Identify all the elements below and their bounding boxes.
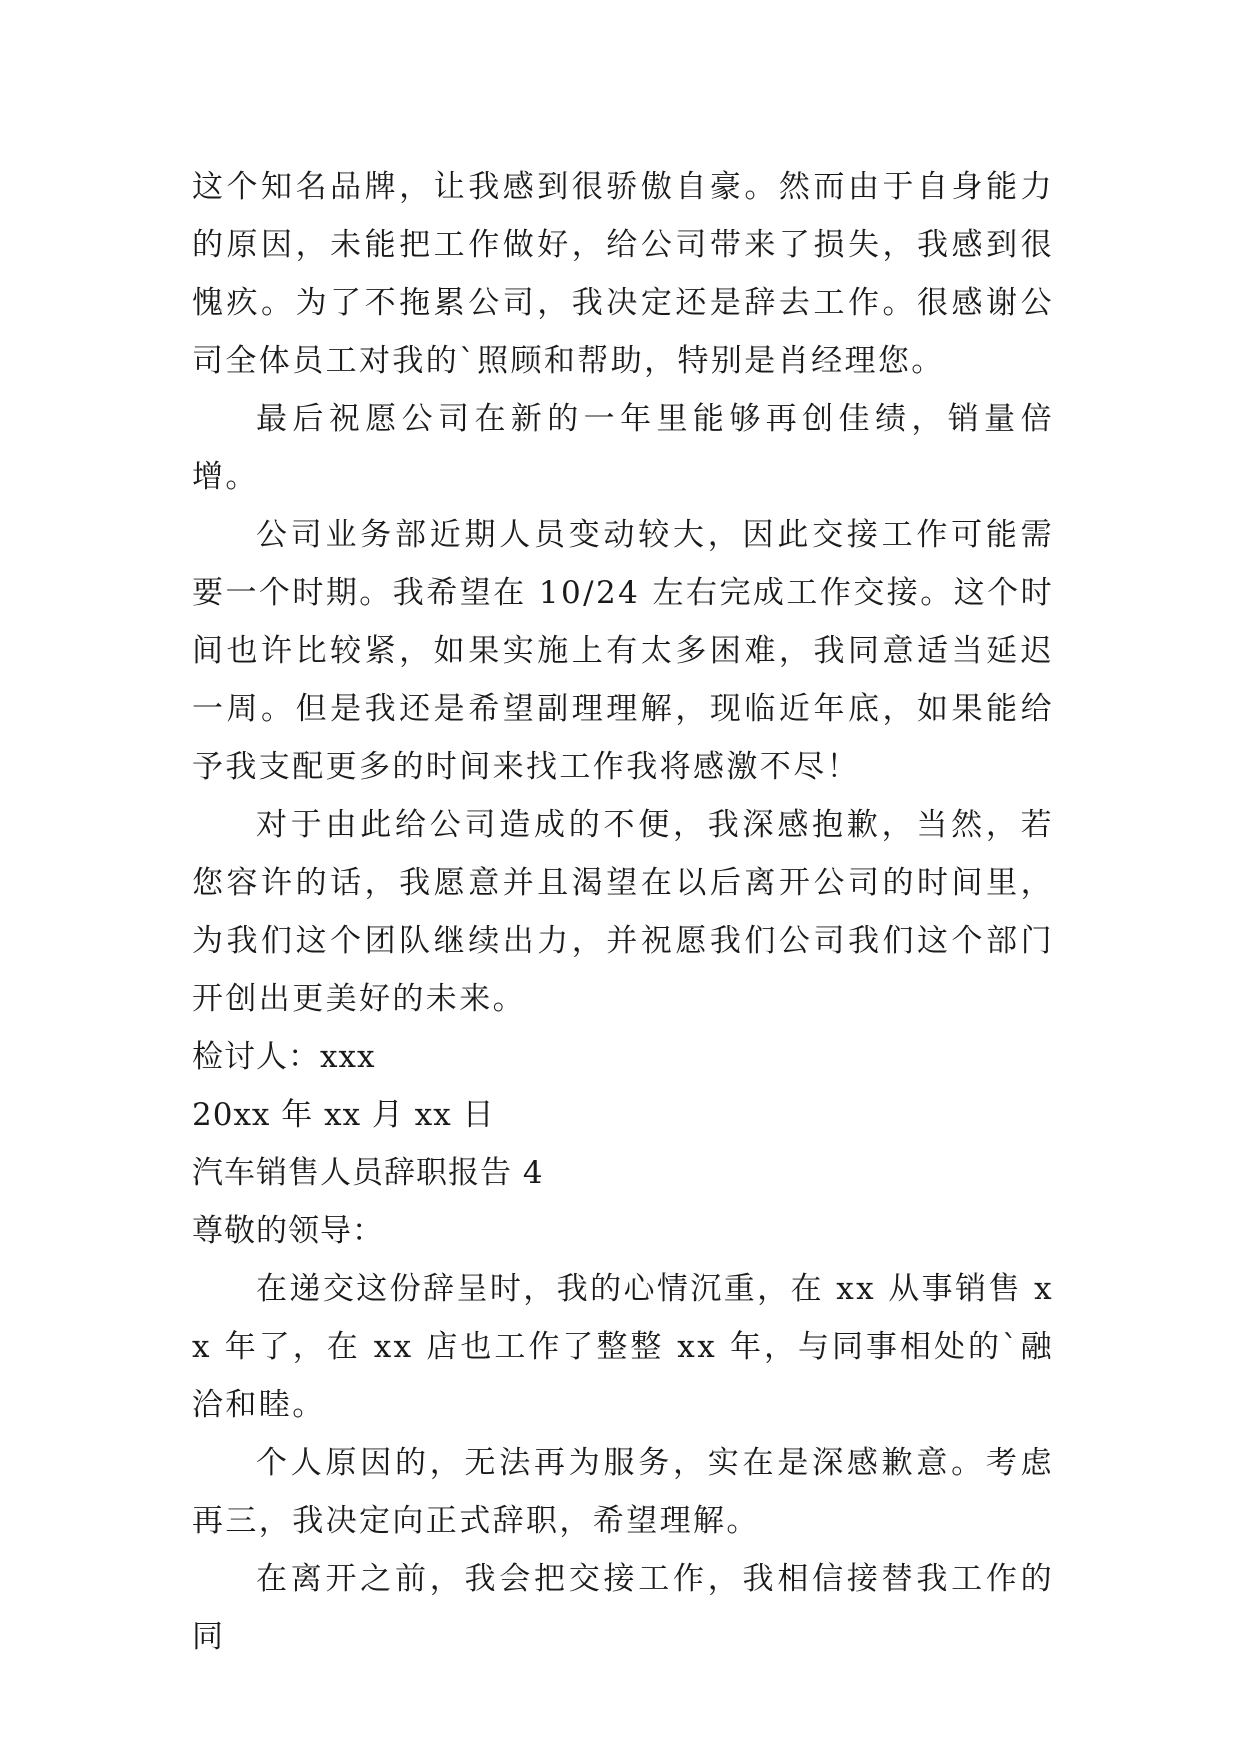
signature-line: 检讨人：xxx [192,1039,376,1075]
paragraph-opening: 在递交这份辞呈时，我的心情沉重，在 xx 从事销售 xx 年了，在 xx 店也工作了整整 xx 年，与同事相处的`融洽和睦。 [192,1271,1054,1423]
section-title: 汽车销售人员辞职报告 4 [192,1155,544,1191]
paragraph-reason: 个人原因的，无法再为服务，实在是深感歉意。考虑再三，我决定向正式辞职，希望理解。 [192,1445,1054,1539]
salutation: 尊敬的领导： [192,1213,384,1249]
paragraph-continuation: 这个知名品牌，让我感到很骄傲自豪。然而由于自身能力的原因，未能把工作做好，给公司带来了损失，我感到很愧疚。为了不拖累公司，我决定还是辞去工作。很感谢公司全体员工对我的`照顾和帮助，特别是肖经理您。 [192,169,1054,379]
date-line: 20xx 年 xx 月 xx 日 [192,1097,495,1133]
paragraph-before-leaving: 在离开之前，我会把交接工作，我相信接替我工作的同 [192,1561,1054,1655]
paragraph-handover: 公司业务部近期人员变动较大，因此交接工作可能需要一个时期。我希望在 10/24 左右完成工作交接。这个时间也许比较紧，如果实施上有太多困难，我同意适当延迟一周。但是我还是希望副理理解，现临近年底，如果能给予我支配更多的时间来找工作我将感激不尽！ [192,517,1054,785]
paragraph-closing-wish: 最后祝愿公司在新的一年里能够再创佳绩，销量倍增。 [192,401,1054,495]
document-body [192,158,1054,1666]
paragraph-apology: 对于由此给公司造成的不便，我深感抱歉，当然，若您容许的话，我愿意并且渴望在以后离开公司的时间里，为我们这个团队继续出力，并祝愿我们公司我们这个部门开创出更美好的未来。 [192,807,1054,1017]
